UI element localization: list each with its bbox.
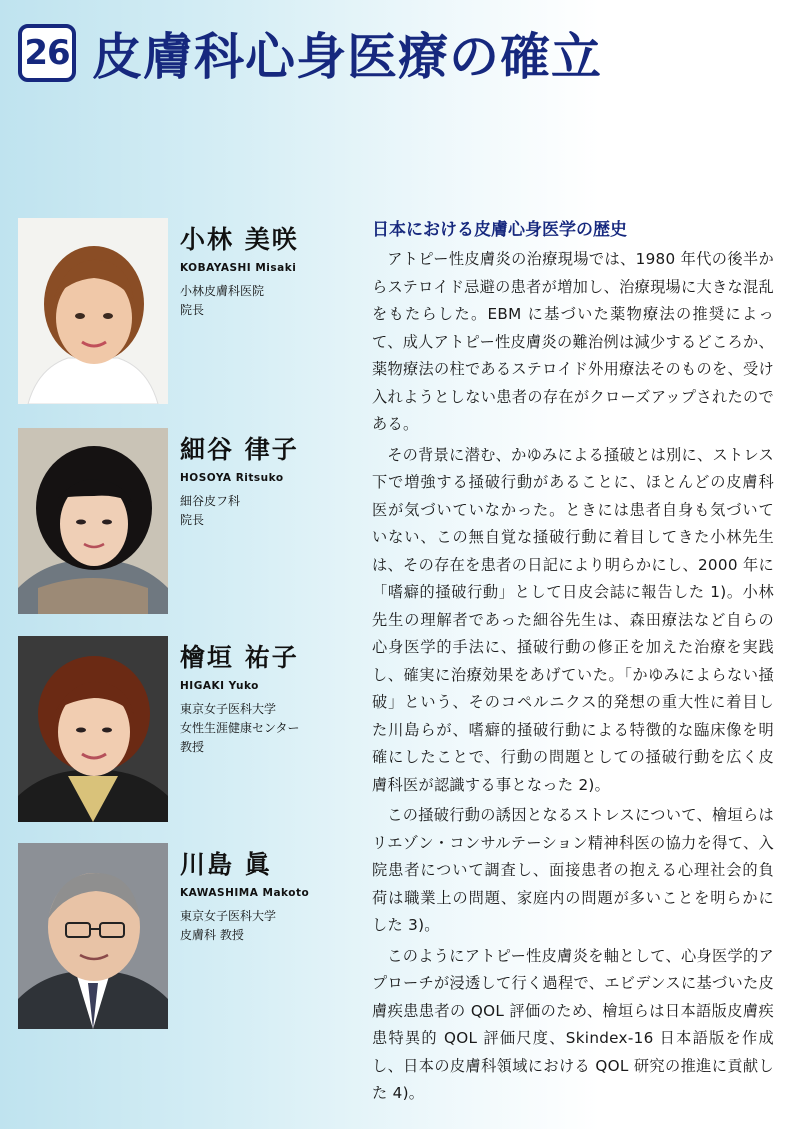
person-name-en: KOBAYASHI Misaki <box>180 262 297 274</box>
article-paragraph: この掻破行動の誘因となるストレスについて、檜垣らはリエゾン・コンサルテーション精神科医の協力を得て、入院患者について調査し、面接患者の抱える心理社会的負荷は職業上の問題、家庭内の問題が多いことを明らかにした 3)。 <box>372 806 774 934</box>
person-info <box>180 430 360 530</box>
affiliation-line: 細谷皮フ科 <box>180 494 241 508</box>
person-name-jp: 小林 美咲 <box>180 225 299 254</box>
person-card-hosoya <box>18 428 358 616</box>
person-affiliation <box>180 907 360 945</box>
affiliation-line: 教授 <box>180 740 205 754</box>
section-heading: 日本における皮膚心身医学の歴史 <box>372 220 627 240</box>
person-affiliation <box>180 492 360 530</box>
affiliation-line: 東京女子医科大学 <box>180 702 277 716</box>
person-name-jp: 檜垣 祐子 <box>180 643 299 672</box>
person-name-en: HIGAKI Yuko <box>180 680 259 692</box>
portrait-photo-kobayashi <box>18 218 168 404</box>
person-name-en: HOSOYA Ritsuko <box>180 472 284 484</box>
affiliation-line: 女性生涯健康センター <box>180 721 300 735</box>
person-name-jp: 川島 眞 <box>180 850 272 879</box>
person-card-higaki <box>18 636 358 824</box>
article-paragraph: このようにアトピー性皮膚炎を軸として、心身医学的アプローチが浸透して行く過程で、エビデンスに基づいた皮膚疾患患者の QOL 評価のため、檜垣らは日本語版皮膚疾患特異的 QOL 評価尺度、Skindex-16 日本語版を作成し、日本の皮膚科領域における QOL 研究の推進に貢献した 4)。 <box>372 946 774 1102</box>
portrait-photo-higaki <box>18 636 168 822</box>
person-card-kobayashi <box>18 218 358 406</box>
person-info <box>180 220 360 320</box>
affiliation-line: 東京女子医科大学 <box>180 909 277 923</box>
article-body <box>372 215 774 1111</box>
affiliation-line: 院長 <box>180 303 205 317</box>
chapter-number-badge: 26 <box>18 24 76 82</box>
person-name-en: KAWASHIMA Makoto <box>180 887 310 899</box>
article-paragraph: その背景に潜む、かゆみによる掻破とは別に、ストレス下で増強する掻破行動があることに、ほとんどの皮膚科医が気づいていなかった。ときには患者自身も気づいていない、この無自覚な掻破行動に着目してきた小林先生は、その存在を患者の日記により明らかにし、2000 年に「嗜癖的掻破行動」として日皮会誌に報告した 1)。小林先生の理解者であった細谷先生は、森田療法など自らの心身医学的手法に、掻破行動の修正を加えた治療を実践し、確実に治療効果をあげていた。「かゆみによらない掻破」という、そのコペルニクス的発想の重大性に着目した川島らが、嗜癖的掻破行動による特徴的な臨床像を明確にしたことで、行動の問題としての掻破行動を広く皮膚科医が認識する事となった 2)。 <box>372 445 774 794</box>
page-title: 皮膚科心身医療の確立 <box>92 28 602 86</box>
person-affiliation <box>180 700 360 757</box>
person-info <box>180 845 360 945</box>
affiliation-line: 院長 <box>180 513 205 527</box>
person-affiliation <box>180 282 360 320</box>
person-name-jp: 細谷 律子 <box>180 435 299 464</box>
article-paragraph: アトピー性皮膚炎の治療現場では、1980 年代の後半からステロイド忌避の患者が増加し、治療現場に大きな混乱をもたらした。EBM に基づいた薬物療法の推奨によって、成人アトピー性皮膚炎の難治例は減少するどころか、薬物療法の柱であるステロイド外用療法そのものを、受け入れようとしない患者の存在がクローズアップされたのである。 <box>372 250 774 433</box>
portrait-photo-kawashima <box>18 843 168 1029</box>
person-card-kawashima <box>18 843 358 1031</box>
affiliation-line: 皮膚科 教授 <box>180 928 244 942</box>
person-info <box>180 638 360 757</box>
page-header <box>18 18 602 88</box>
portrait-photo-hosoya <box>18 428 168 614</box>
affiliation-line: 小林皮膚科医院 <box>180 284 265 298</box>
